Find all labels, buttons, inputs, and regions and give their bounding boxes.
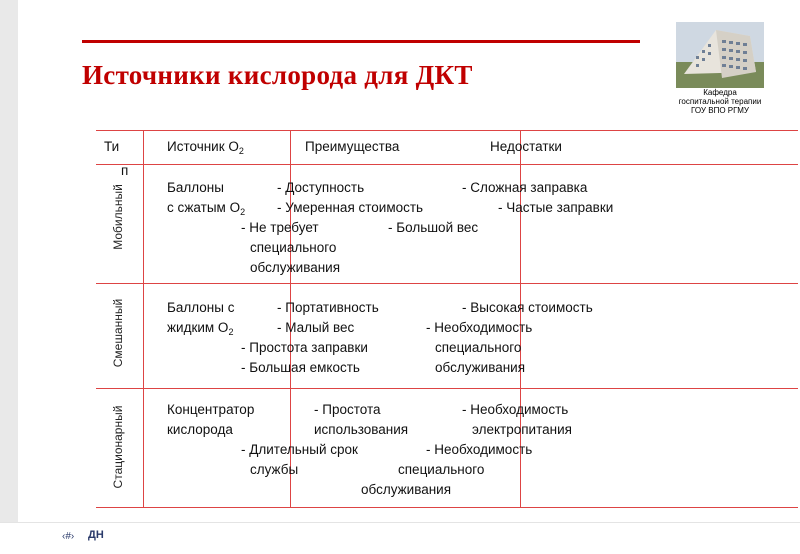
table-border-top [96,130,798,131]
row3-dis-line3: - Необходимость [426,442,533,457]
row3-adv-line3: - Длительный срок [241,442,358,457]
row1-adv-line3: - Не требует [241,220,319,235]
row3-dis-line2: электропитания [472,422,572,437]
table-border-bottom [96,507,798,508]
row2-adv-line3: - Простота заправки [241,340,368,355]
row2-source-line2: жидким $О_2$ [167,320,234,337]
left-decorative-bar [0,0,18,522]
header-source: Источник $О_2$ [167,139,244,156]
row2-adv-line2: - Малый вес [277,320,355,335]
row2-dis-line3: специального [435,340,522,355]
row2-adv-line4: - Большая емкость [241,360,360,375]
header-type-bottom: п [121,163,129,178]
row2-source-line1: Баллоны с [167,300,235,315]
row3-adv-line1: - Простота [314,402,381,417]
row3-dis-line1: - Необходимость [462,402,569,417]
row3-adv-line4: службы [250,462,299,477]
row1-adv-line2: - Умеренная стоимость [277,200,424,215]
row-type-mobile: Мобильный [111,184,125,250]
row2-dis-line4: обслуживания [435,360,526,375]
row3-source-line2: кислорода [167,422,233,437]
row3-dis-line5: обслуживания [361,482,452,497]
logo-line-3: ГОУ ВПО РГМУ [691,106,749,115]
row-type-stationary: Стационарный [111,405,125,489]
row3-source-line1: Концентратор [167,402,255,417]
header-disadvantages: Недостатки [490,139,562,154]
row3-adv-line2: использования [314,422,409,437]
row2-dis-line2: - Необходимость [426,320,533,335]
header-advantages: Преимущества [305,139,400,154]
row1-adv-line5: обслуживания [250,260,341,275]
slide-title: Источники кислорода для ДКТ [82,60,473,90]
footer-label: ДН [88,529,104,541]
table-col-divider-1 [143,130,144,508]
row3-dis-line4: специального [398,462,485,477]
row1-source-line2: с сжатым $О_2$ [167,200,246,217]
table-row-divider-1 [96,283,798,284]
row2-adv-line1: - Портативность [277,300,379,315]
row1-adv-line1: - Доступность [277,180,365,195]
row1-source-line1: Баллоны [167,180,224,195]
row-type-mixed: Смешанный [111,298,125,368]
footer-divider [0,522,800,523]
row1-dis-line1: - Сложная заправка [462,180,588,195]
title-rule [82,40,640,43]
row2-dis-line1: - Высокая стоимость [462,300,593,315]
row1-adv-line4: специального [250,240,337,255]
logo-caption [660,88,780,115]
header-type-top: Ти [104,139,120,154]
table-row-divider-2 [96,388,798,389]
building-logo [676,22,764,88]
row1-dis-line3: - Большой вес [388,220,479,235]
table-header-divider [96,164,798,165]
row1-dis-line2: - Частые заправки [498,200,614,215]
logo-line-2: госпитальной терапии [678,97,762,106]
logo-line-1: Кафедра [703,88,737,97]
page-number: ‹#› [62,531,75,542]
